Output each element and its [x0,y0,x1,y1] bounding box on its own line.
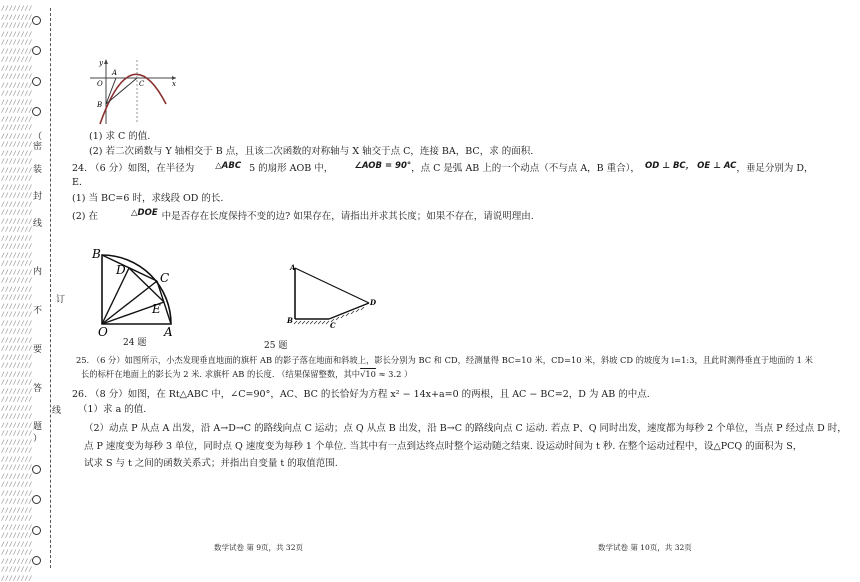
q24-part2b: 中是否存在长度保持不变的边? 如果存在，请指出并求其长度；如果不存在，请说明理由. [161,211,534,222]
symbol-angle-aob: ∠AOB = 90° [354,161,412,171]
q23-part1: (1) 求 C 的值. [89,131,151,142]
label-y: y [99,59,103,67]
label-b: B [287,316,293,325]
q24-stem-b: 5 的扇形 AOB 中， [249,163,334,174]
binding-char: 密 [33,142,43,152]
q26-part2-line2: 点 P 速度变为每秒 3 单位，同时点 Q 速度变为每秒 1 个单位. 当其中有一点到达终点时整个运动随之结束. 设运动时间为 t 秒. 在整个运动过程中，设△PCQ 的面积为 S， [84,441,803,452]
binding-char: 题 [33,422,43,432]
sun-ray-ad [295,268,369,303]
sqrt-10-symbol: √10 [360,369,376,379]
binding-hatching: //////// //////// //////// //////// //////// //////// //////// //////// //////// //////// //////// //////// //////// //////// //////// //////// //////// //////// //////// //////// //////// //////// //////// //////// //////// //////// //////// //////// //////// //////// //////// //////// //////// //////// //////// //////// //////// //////// //////// //////// //////// //////// //////// //////// //////// //////// //////// //////// //////// //////// //////// //////// //////// //////// //////// //////// //////// //////// //////// //////// //////// //////// //////// //////// //////// //////// //////// //////// [1,4,33,582]
binding-margin [0,0,33,582]
y-axis-arrow-icon [104,59,108,64]
footer-page-10: 数学试卷 第 10页，共 32页 [598,543,692,552]
q25-flagpole-figure [284,258,384,328]
binding-hole-icon [32,16,41,25]
footer-page-9: 数学试卷 第 9页，共 32页 [214,543,303,552]
q25-line2b: ≈ 3.2 ） [375,369,413,379]
symbol-triangle-doe: △DOE [131,208,158,218]
label-o: O [97,80,103,88]
q23-part2: (2) 若二次函数与 Y 轴相交于 B 点，且该二次函数的对称轴与 X 轴交于点 C，连接 BA，BC，求 的面积. [89,146,534,157]
binding-char: 封 [33,192,43,202]
q24-stem-a: 24. （6 分）如图，在半径为 [72,163,195,174]
q26-part1: （1）求 a 的值. [78,404,147,415]
label-e: E [152,302,161,316]
q24-stem-d: ，垂足分别为 D， [736,163,814,174]
q24-stem [72,163,814,175]
binding-hole-icon [32,495,41,504]
symbol-triangle-abc: △ABC [215,161,242,171]
binding-char: 不 [33,306,43,316]
binding-hole-icon [32,556,41,565]
q24-stem-e: E. [72,177,82,188]
label-x: x [172,80,176,88]
q26-part2-line3: 试求 S 与 t 之间的函数关系式；并指出自变量 t 的取值范围. [84,458,338,469]
binding-char: 要 [33,345,43,355]
label-b: B [92,247,101,261]
binding-char: ） [33,434,43,444]
q24-figure-caption: 24 题 [123,338,147,348]
q25-line1: 25. （6 分）如图所示，小杰发现垂直地面的旗杆 AB 的影子落在地面和斜坡上，影长分别为 BC 和 CD，经测量得 BC=10 米，CD=10 米，斜坡 CD 的坡度为 i=1:3，且此时测得垂直于地面的 1 米 [76,355,813,365]
symbol-perpendiculars: OD ⊥ BC， OE ⊥ AC [644,161,737,171]
binding-hole-icon [32,46,41,55]
q24-part1: (1) 当 BC=6 时，求线段 OD 的长. [72,193,224,204]
binding-hole-icon [32,77,41,86]
label-a: A [164,325,173,339]
label-a: A [290,263,296,272]
binding-char-inner: 订 [56,295,66,305]
label-c: C [330,321,336,330]
binding-char-inner: 线 [52,406,62,416]
label-a: A [112,69,118,77]
binding-hole-icon [32,526,41,535]
slope-cd [329,303,369,319]
label-b: B [97,101,103,109]
label-d: D [116,263,126,277]
binding-dashed-line [50,8,51,568]
label-c: C [139,80,145,88]
q26-part2-line1: （2）动点 P 从点 A 出发，沿 A→D→C 的路线向点 C 运动；点 Q 从点 B 出发，沿 B→C 的路线向点 C 运动. 若点 P、Q 同时出发，速度都为每秒 2 个单位，当点 P 经过点 D 时， [84,423,847,434]
q24-part2a: (2) 在 [72,211,98,222]
q24-part2 [72,208,534,223]
q24-sector-figure [90,246,180,339]
binding-char: （ [33,132,43,142]
label-o: O [98,325,108,339]
q26-stem: 26. （8 分）如图，在 Rt△ABC 中，∠C=90°，AC、BC 的长恰好为方程 x² − 14x+a=0 的两根，且 AC − BC=2，D 为 AB 的中点. [72,389,650,400]
binding-char: 内 [33,267,43,277]
binding-hole-icon [32,465,41,474]
binding-char: 装 [33,165,43,175]
q23-parabola-figure [86,56,178,126]
q25-line2a: 长的标杆在地面上的影长为 2 米. 求旗杆 AB 的长度. （结果保留整数，其中 [81,369,361,379]
q25-figure-caption: 25 题 [264,341,288,351]
label-d: D [370,298,377,307]
binding-char: 线 [33,219,43,229]
binding-char: 答 [33,384,43,394]
binding-hole-icon [32,107,41,116]
q25-line2 [81,368,412,380]
q24-stem-c: ，点 C 是弧 AB 上的一个动点（不与点 A，B 重合）， [411,163,640,174]
label-c: C [160,271,170,285]
